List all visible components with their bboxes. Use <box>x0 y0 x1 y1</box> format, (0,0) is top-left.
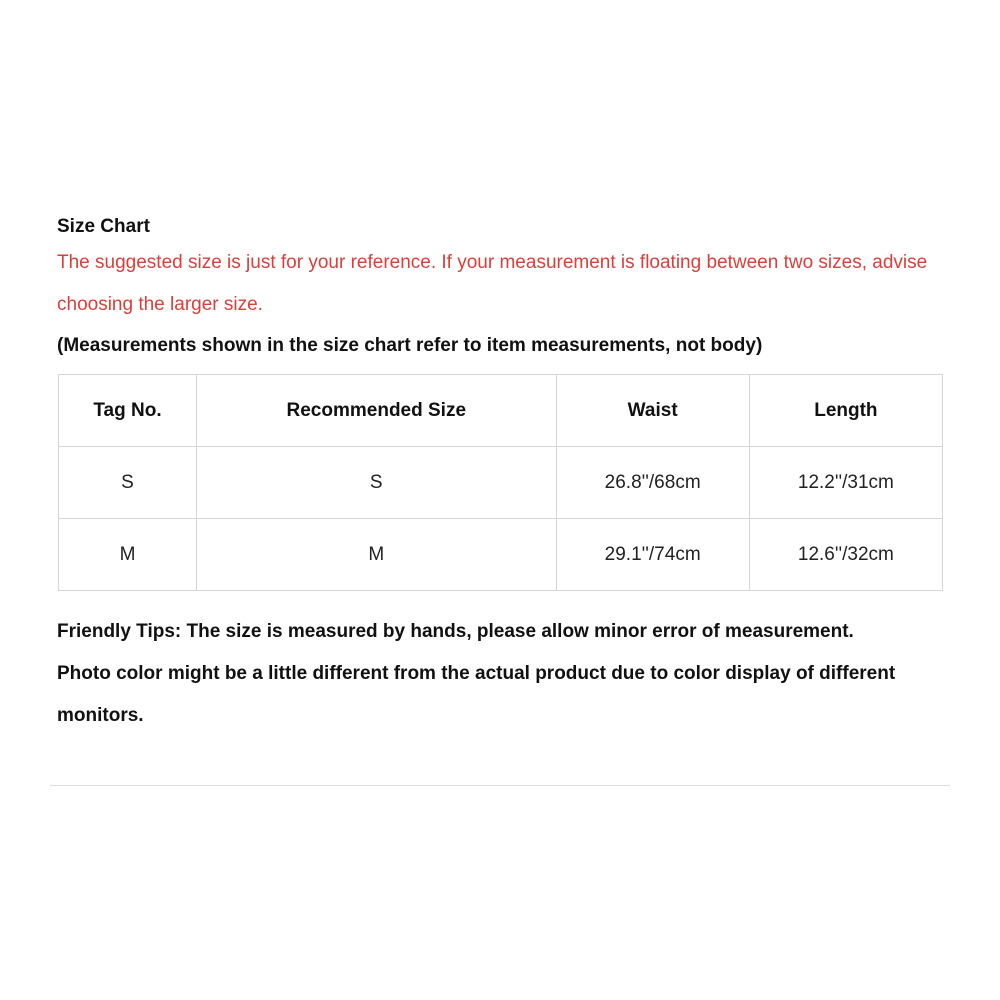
cell-recommended-size: M <box>196 519 556 591</box>
cell-waist: 29.1''/74cm <box>556 519 749 591</box>
measurement-note: (Measurements shown in the size chart refer to item measurements, not body) <box>57 335 763 356</box>
color-disclaimer: Photo color might be a little different from the actual product due to color display of different monitors. <box>57 663 896 726</box>
header-tag-no: Tag No. <box>59 375 197 447</box>
bottom-divider <box>50 785 950 786</box>
friendly-tips: Friendly Tips: The size is measured by hands, please allow minor error of measurement. <box>57 621 854 642</box>
tips-section <box>57 611 947 737</box>
header-waist: Waist <box>556 375 749 447</box>
size-chart-title: Size Chart <box>57 216 150 237</box>
cell-waist: 26.8''/68cm <box>556 447 749 519</box>
size-table <box>58 374 943 591</box>
cell-length: 12.6''/32cm <box>749 519 942 591</box>
header-length: Length <box>749 375 942 447</box>
cell-tag-no: M <box>59 519 197 591</box>
table-header-row <box>59 375 943 447</box>
cell-length: 12.2''/31cm <box>749 447 942 519</box>
header-recommended-size: Recommended Size <box>196 375 556 447</box>
size-chart-section <box>57 212 947 737</box>
size-suggestion-note: The suggested size is just for your reference. If your measurement is floating between two sizes, advise choosing the larger size. <box>57 252 928 315</box>
table-row <box>59 519 943 591</box>
cell-recommended-size: S <box>196 447 556 519</box>
cell-tag-no: S <box>59 447 197 519</box>
table-row <box>59 447 943 519</box>
